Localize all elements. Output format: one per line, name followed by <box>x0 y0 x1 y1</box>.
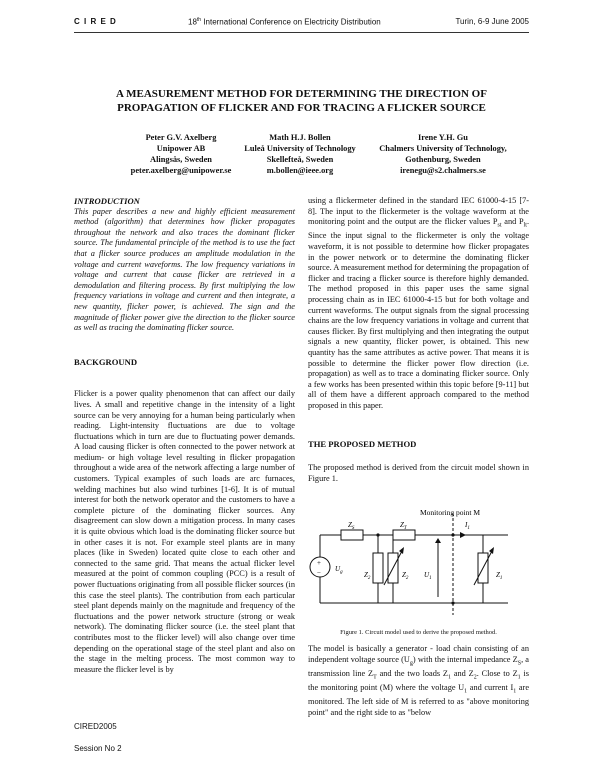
paper-title: A MEASUREMENT METHOD FOR DETERMINING THE DIRECTION OF PROPAGATION OF FLICKER AND FOR TRACING A FLICKER SOURCE <box>116 88 487 114</box>
flickermeter-paragraph: using a flickermeter defined in the standard IEC 61000-4-15 [7-8]. The input to the flickermeter is the voltage waveform at the monitoring point and the output are the flicker values $P_{st}$ and $P_{lt}$. Since the input signal to the flickermeter is only the voltage waveform, it is not possible to determine how flicker propagates in the power network or to determine the dominating flicker source. A measurement method for determining the propagation of flicker and tracing a flicker source is therefore highly demanded. The method proposed in this paper uses the same signal processing chain as in IEC 61000-4-15 but for both voltage and current waveforms. The output signals from the signal processing chains are the low frequency variations in voltage and current that causes flicker. By first multiplying and then integrating the output signals a new quantity, flicker power, is obtained. This new quantity has the same attributes as active power. That means it is possible to determine the flicker power flow direction (i.e. propagation) as well as to trace a dominating flicker source. Only a few works has been presented within this topic before [9-11] but all of them have a different approach compared to the method proposed in this paper. <box>308 196 530 410</box>
z1-label: $Z_1$ <box>496 571 503 581</box>
header-conference-short: C I R E D <box>74 17 117 26</box>
header-rule <box>74 32 529 33</box>
introduction-text: This paper describes a new and highly efficient measurement method (algorithm) that determines how flicker propagates throughout the network and also traces the dominant flicker source. The fundamental principle of the method is to use the fact that a flicker source produces an amplitude modulation in the voltage and current waveforms. The low frequency variations in voltage and current that cause flicker are retrieved in a demodulation and filtering process. By first multiplying the low frequency variations in voltage and current and then integrate, a new quantity, flicker power, is achieved. The sign and the magnitude of flicker power give the direction to the flicker source as well as tracing the dominating flicker source. <box>74 206 295 333</box>
background-text: Flicker is a power quality phenomenon that can affect our daily lives. A small and repetitive change in the intensity of a light source can be very annoying for a human being particularly when reading. Light-intensity fluctuations are due to voltage fluctuations which in turn are due to fluctuating power demands. A load causing flicker is often connected to the power network at medium- or high voltage level resulting in flicker propagation throughout a wide area of the network affecting a large number of customers. Typical examples of such loads are arc furnaces, welding machines but also wind turbines [1-6]. It is of mutual interest for both the network operator and the customers to have a complete picture of the dominating flicker sources. Any disagreement can slow down a mitigation process. In many cases it is quite obvious which load is the dominating flicker source but in other cases it is not. For example steel plants are in many places (like in Sweden) located quite close to each other and connected to the same grid. That means the actual flicker level measured at the point of common coupling (PCC) is a result of power fluctuations originating from all possible flicker sources (in this case the steel plants). The contribution from each particular steel plant depends mainly on the magnitude and frequency of the fluctuations and the power network structure (strong or weak network). The dominating flicker source (i.e. the steel plant that contributes most to the flicker level) will also change over time depending on the operational stage of the steel plant and also on the stage in the melting process. The most common way to measure the flicker level is by <box>74 389 295 674</box>
zs-label: $Z_S$ <box>348 521 355 531</box>
footer-cired: CIRED2005 <box>74 722 117 731</box>
zt-impedance <box>393 530 415 540</box>
header-conference-name: 18th International Conference on Electricity Distribution <box>188 17 381 27</box>
z2-label: $Z_2$ <box>402 571 409 581</box>
circuit-diagram <box>308 505 529 625</box>
zs-impedance <box>341 530 363 540</box>
u1-label: $U_1$ <box>424 571 432 581</box>
source-minus: − <box>317 569 321 577</box>
i1-label: $I_1$ <box>465 521 470 531</box>
header-date: Turin, 6-9 June 2005 <box>455 17 529 26</box>
ug-label: $U_g$ <box>335 565 343 575</box>
source-plus: + <box>317 559 321 567</box>
left-column <box>74 196 295 675</box>
method-text: The proposed method is derived from the circuit model shown in Figure 1. <box>308 463 529 483</box>
model-paragraph: The model is basically a generator - load chain consisting of an independent voltage source $(U_g)$ with the internal impedance $Z_S$, a transmission line $Z_T$ and the two loads $Z_1$ and $Z_2$. Close to $Z_1$ is the monitoring point (M) where the voltage $U_1$ and current $I_1$ are monitored. The left side of M is referred to as "above monitoring point" and the right side to as "below <box>308 644 529 717</box>
method-heading: THE PROPOSED METHOD <box>308 438 417 449</box>
right-column <box>308 196 529 484</box>
monitoring-point-label: Monitoring point M <box>420 508 481 517</box>
zt-label: $Z_T$ <box>400 521 407 531</box>
figure-caption: Figure 1. Circuit model used to derive the proposed method. <box>340 629 497 636</box>
author-block-1: Peter G.V. Axelberg Unipower AB Alingsås, Sweden peter.axelberg@unipower.se <box>130 133 232 175</box>
background-heading: BACKGROUND <box>74 356 138 367</box>
u2-label: $Z_2$ <box>364 571 371 581</box>
introduction-heading: INTRODUCTION <box>74 196 140 206</box>
author-block-2: Math H.J. Bollen Luleå University of Technology Skellefteå, Sweden m.bollen@ieee.org <box>244 133 356 175</box>
author-block-3: Irene Y.H. Gu Chalmers University of Technology, Gothenburg, Sweden irenegu@s2.chalmers.se <box>379 133 507 175</box>
footer-session: Session No 2 <box>74 744 122 753</box>
